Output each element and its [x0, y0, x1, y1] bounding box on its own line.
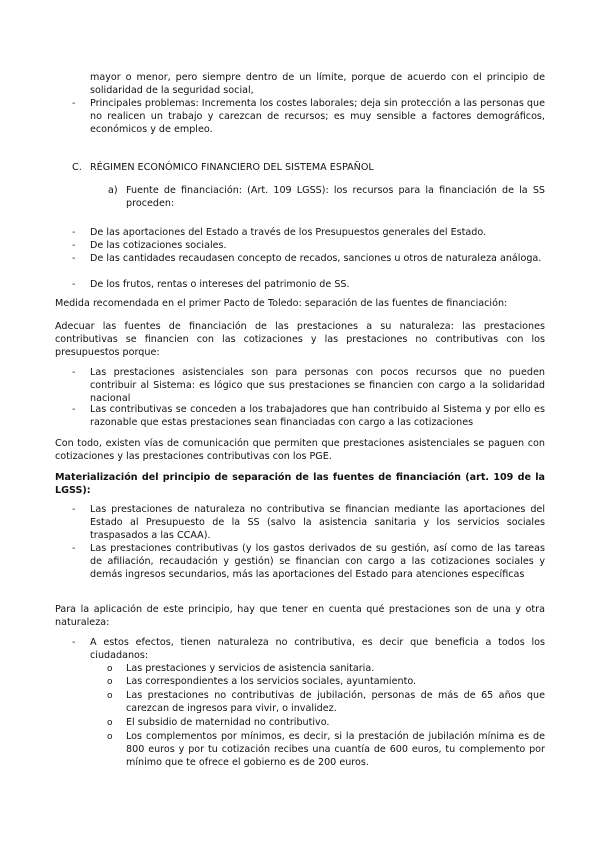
sublist-bullet: o [107, 718, 113, 728]
paragraph-aplicacion: Para la aplicación de este principio, hay que tener en cuenta qué prestaciones son de una y otra naturaleza: [55, 604, 545, 628]
bold-heading-materializacion: Materialización del principio de separación de las fuentes de financiación (art. 109 de la LGSS): [55, 472, 545, 496]
list-item-no-contributiva: A estos efectos, tienen naturaleza no contributiva, es decir que beneficia a todos los ciudadanos: [90, 637, 545, 661]
section-c-marker: C. [72, 162, 82, 173]
sublist-bullet: o [107, 664, 113, 674]
sublist-item: Las correspondientes a los servicios sociales, ayuntamiento. [126, 676, 417, 687]
sublist-item: Las prestaciones y servicios de asistencia sanitaria. [126, 663, 375, 674]
paragraph-toledo: Medida recomendada en el primer Pacto de Toledo: separación de las fuentes de financiación: [55, 298, 508, 309]
list-item-reason: Las prestaciones asistenciales son para personas con pocos recursos que no pueden contribuir al Sistema: es lógico que sus prestaciones se financien con cargo a la solidaridad nacional [90, 367, 545, 404]
section-c-heading: RÉGIMEN ECONÓMICO FINANCIERO DEL SISTEMA ESPAÑOL [90, 162, 374, 173]
sublist-item: Las prestaciones no contributivas de jubilación, personas de más de 65 años que carezcan de ingresos para vivir, o invalidez. [126, 690, 545, 714]
sublist-bullet: o [107, 691, 113, 701]
sublist-item: El subsidio de maternidad no contributivo. [126, 717, 330, 728]
list-item-source: De las cantidades recaudasen concepto de recados, sanciones u otros de naturaleza análoga. [90, 253, 542, 264]
paragraph-adecuar: Adecuar las fuentes de financiación de las prestaciones a su naturaleza: las prestaciones contributivas se financien con las cotizaciones y las prestaciones no contributivas con los presupuestos porque: [55, 321, 545, 358]
paragraph-con-todo: Con todo, existen vías de comunicación que permiten que prestaciones asistenciales se paguen con cotizaciones y las prestaciones contributivas con los PGE. [55, 438, 545, 462]
list-dash: - [72, 637, 76, 648]
list-item-reason: Las contributivas se conceden a los trabajadores que han contribuido al Sistema y por ello es razonable que estas prestaciones sean financiadas con cargo a las cotizaciones [90, 404, 545, 428]
list-dash: - [72, 253, 76, 264]
list-item-source: De las aportaciones del Estado a través de los Presupuestos generales del Estado. [90, 227, 487, 238]
subsection-a-text: Fuente de financiación: (Art. 109 LGSS): los recursos para la financiación de la SS proceden: [126, 185, 545, 209]
paragraph-continuation: mayor o menor, pero siempre dentro de un límite, porque de acuerdo con el principio de solidaridad de la seguridad social, [90, 72, 545, 96]
sublist-bullet: o [107, 732, 113, 742]
list-item-financing: Las prestaciones de naturaleza no contributiva se financian mediante las aportaciones del Estado al Presupuesto de la SS (salvo la asistencia sanitaria y los servicios sociales traspasados a las CCAA). [90, 504, 545, 541]
list-dash: - [72, 543, 76, 554]
list-item-financing: Las prestaciones contributivas (y los gastos derivados de su gestión, así como de las tareas de afiliación, recaudación y gestión) se financian con cargo a las cotizaciones sociales y demás ingresos secundarios, más las aportaciones del Estado para atenciones específicas [90, 543, 545, 580]
list-dash: - [72, 98, 76, 109]
list-dash: - [72, 404, 76, 415]
sublist-bullet: o [107, 677, 113, 687]
list-item-problems: Principales problemas: Incrementa los costes laborales; deja sin protección a las personas que no realicen un trabajo y carezcan de recursos; es muy sensible a factores demográficos, económicos y de empleo. [90, 98, 545, 135]
list-dash: - [72, 279, 76, 290]
list-dash: - [72, 227, 76, 238]
list-dash: - [72, 367, 76, 378]
list-item-source: De las cotizaciones sociales. [90, 240, 227, 251]
subsection-a-marker: a) [108, 185, 118, 196]
sublist-item: Los complementos por mínimos, es decir, si la prestación de jubilación mínima es de 800 euros y por tu cotización recibes una cuantía de 600 euros, tu complemento por mínimo que te ofrece el gobierno es de 200 euros. [126, 731, 545, 768]
list-dash: - [72, 240, 76, 251]
list-item-source: De los frutos, rentas o intereses del patrimonio de SS. [90, 279, 350, 290]
list-dash: - [72, 504, 76, 515]
